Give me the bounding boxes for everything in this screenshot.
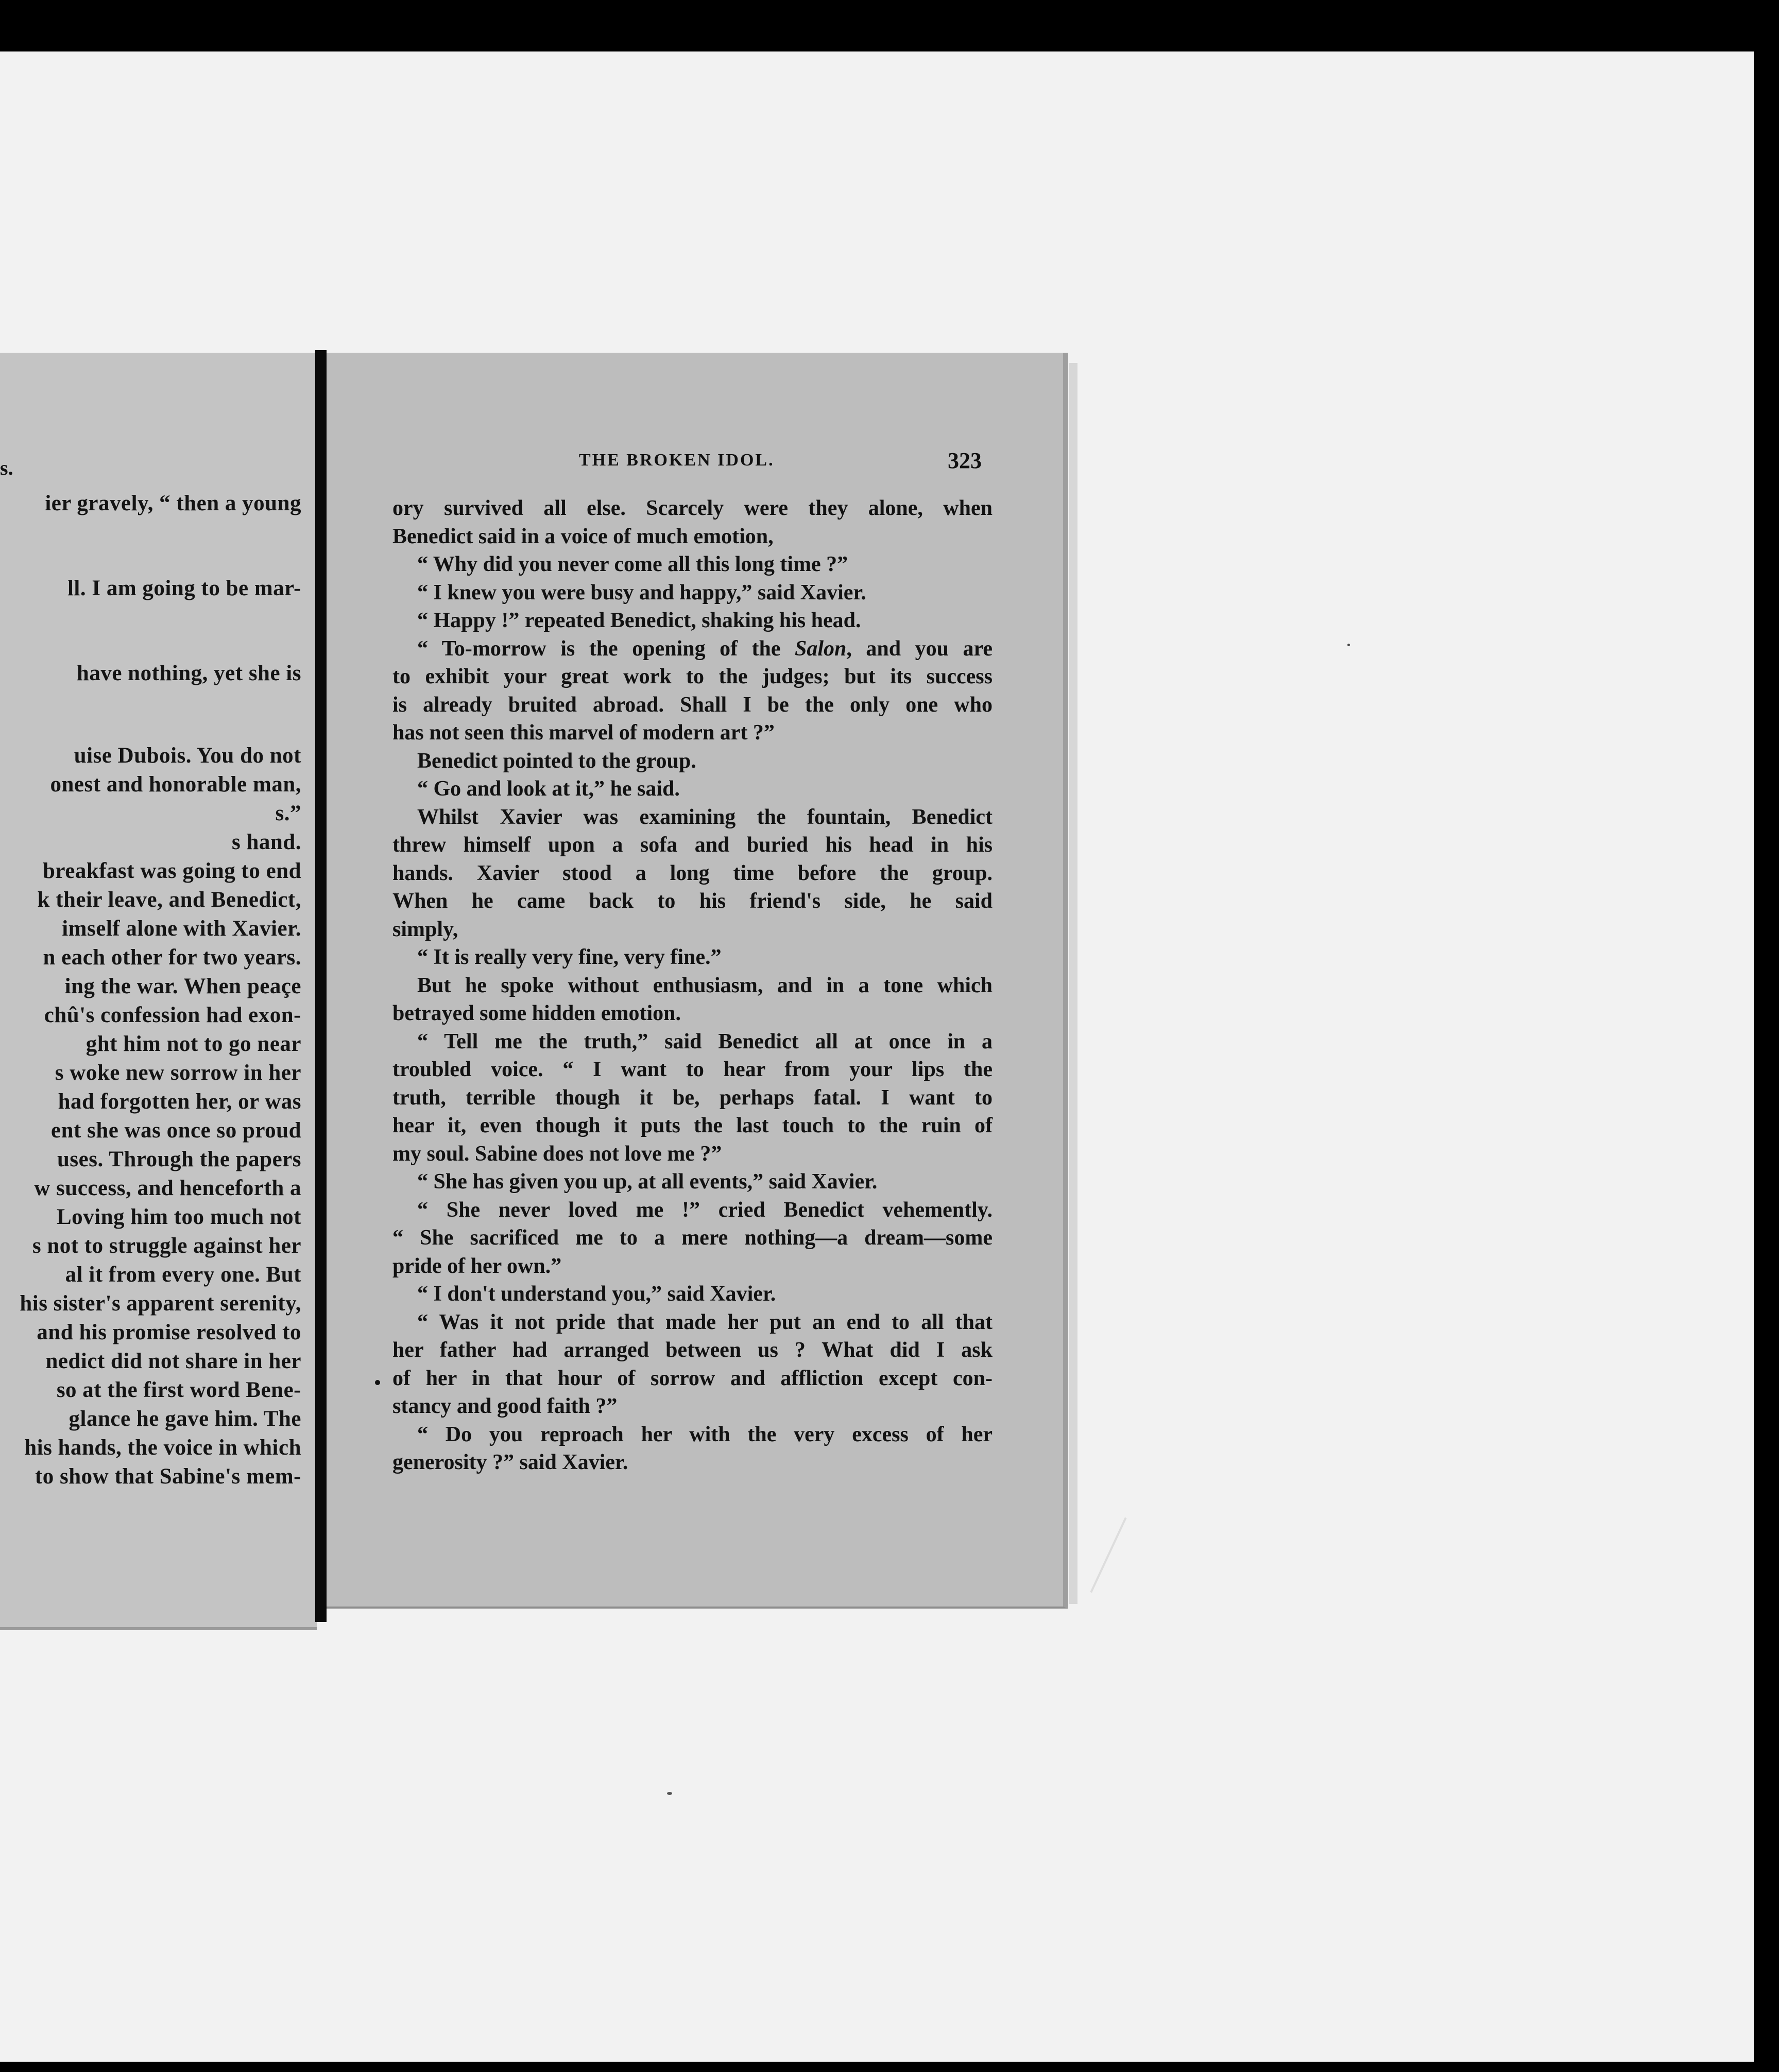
text-line: hear it, even though it puts the last touch to the ruin of — [392, 1114, 993, 1137]
left-text-line: s.” — [275, 801, 301, 825]
text-line: truth, terrible though it be, perhaps fatal. I want to — [392, 1085, 993, 1110]
text-line: “ I don't understand you,” said Xavier. — [417, 1282, 776, 1306]
text-line: “ Tell me the truth,” said Benedict all at once in a — [417, 1029, 993, 1054]
text-line: “ To-morrow is the opening of the Salon, and you are — [417, 636, 993, 661]
dust-speck — [667, 1792, 672, 1795]
running-title: THE BROKEN IDOL. — [579, 451, 775, 470]
text-line: When he came back to his friend's side, he said — [392, 889, 993, 913]
left-text-line: so at the first word Bene- — [56, 1378, 301, 1402]
left-text-line: have nothing, yet she is — [76, 661, 301, 685]
left-text-line: al it from every one. But — [65, 1263, 301, 1287]
left-text-line: nedict did not share in her — [45, 1349, 301, 1373]
left-text-line: his sister's apparent serenity, — [20, 1291, 301, 1316]
right-page — [327, 353, 1068, 1609]
left-text-line: onest and honorable man, — [50, 772, 301, 797]
text-line: pride of her own.” — [392, 1254, 562, 1278]
left-text-line: s hand. — [232, 830, 301, 854]
text-line: stancy and good faith ?” — [392, 1394, 618, 1418]
text-line: generosity ?” said Xavier. — [392, 1451, 628, 1474]
text-line: has not seen this marvel of modern art ?” — [392, 721, 775, 745]
text-line: hands. Xavier stood a long time before the group. — [392, 861, 993, 885]
ink-dot — [375, 1380, 380, 1385]
text-line: to exhibit your great work to the judges; but its success — [392, 665, 993, 688]
left-text-line: and his promise resolved to — [37, 1320, 301, 1344]
left-text-line: ent she was once so proud — [51, 1118, 301, 1143]
left-text-line: s woke new sorrow in her — [55, 1061, 301, 1085]
left-text-line: glance he gave him. The — [69, 1407, 301, 1431]
text-line: betrayed some hidden emotion. — [392, 1002, 681, 1025]
text-line: “ I knew you were busy and happy,” said Xavier. — [417, 580, 866, 605]
text-line: of her in that hour of sorrow and affliction except con- — [392, 1366, 993, 1390]
text-line: “ She has given you up, at all events,” said Xavier. — [417, 1170, 878, 1194]
book-spine — [315, 350, 327, 1622]
text-line: is already bruited abroad. Shall I be the only one who — [392, 693, 993, 717]
left-page — [0, 353, 317, 1630]
text-line: Benedict said in a voice of much emotion, — [392, 524, 774, 548]
left-text-line: chû's confession had exon- — [44, 1003, 301, 1027]
open-book — [0, 299, 1071, 1637]
text-line: ory survived all else. Scarcely were they alone, when — [392, 496, 993, 520]
left-text-line: had forgotten her, or was — [58, 1090, 301, 1114]
text-line: “ Why did you never come all this long time ?” — [417, 552, 848, 576]
text-line: “ She sacrificed me to a mere nothing—a dream—some — [392, 1226, 993, 1250]
left-page-header: s. — [0, 456, 13, 479]
text-line: “ Do you reproach her with the very excess of her — [417, 1422, 993, 1446]
text-line: simply, — [392, 917, 458, 941]
text-line: “ It is really very fine, very fine.” — [417, 945, 722, 969]
left-text-line: imself alone with Xavier. — [62, 917, 301, 941]
text-line: threw himself upon a sofa and buried his head in his — [392, 833, 993, 857]
text-line: “ Was it not pride that made her put an end to all that — [417, 1310, 993, 1334]
left-text-line: ier gravely, “ then a young — [45, 491, 301, 515]
text-line: troubled voice. “ I want to hear from your lips the — [392, 1058, 993, 1081]
text-line: Whilst Xavier was examining the fountain, Benedict — [417, 805, 993, 829]
left-text-line: ght him not to go near — [85, 1032, 301, 1056]
text-line: “ She never loved me !” cried Benedict vehemently. — [417, 1198, 993, 1222]
text-line: Benedict pointed to the group. — [417, 749, 696, 773]
left-text-line: his hands, the voice in which — [24, 1436, 301, 1460]
text-line: “ Go and look at it,” he said. — [417, 777, 680, 801]
left-text-line: uise Dubois. You do not — [74, 744, 301, 768]
left-text-line: k their leave, and Benedict, — [37, 888, 301, 912]
left-text-line: Loving him too much not — [56, 1205, 301, 1229]
text-line: my soul. Sabine does not love me ?” — [392, 1142, 722, 1166]
running-head — [327, 448, 1017, 481]
left-text-line: uses. Through the papers — [57, 1147, 301, 1171]
left-text-line: w success, and henceforth a — [34, 1176, 301, 1200]
left-text-line: s not to struggle against her — [32, 1234, 301, 1258]
text-line: But he spoke without enthusiasm, and in a tone which — [417, 973, 993, 997]
page-number: 323 — [948, 448, 982, 473]
text-line: her father had arranged between us ? What did I ask — [392, 1338, 993, 1362]
left-text-line: to show that Sabine's mem- — [35, 1464, 301, 1489]
left-text-line: n each other for two years. — [43, 945, 301, 970]
right-page-text — [392, 494, 993, 1477]
text-line: “ Happy !” repeated Benedict, shaking his head. — [417, 609, 861, 632]
left-text-line: ing the war. When peaçe — [64, 974, 301, 998]
left-text-line: ll. I am going to be mar- — [67, 576, 301, 600]
left-text-line: breakfast was going to end — [43, 859, 301, 883]
dust-speck — [1347, 644, 1350, 646]
